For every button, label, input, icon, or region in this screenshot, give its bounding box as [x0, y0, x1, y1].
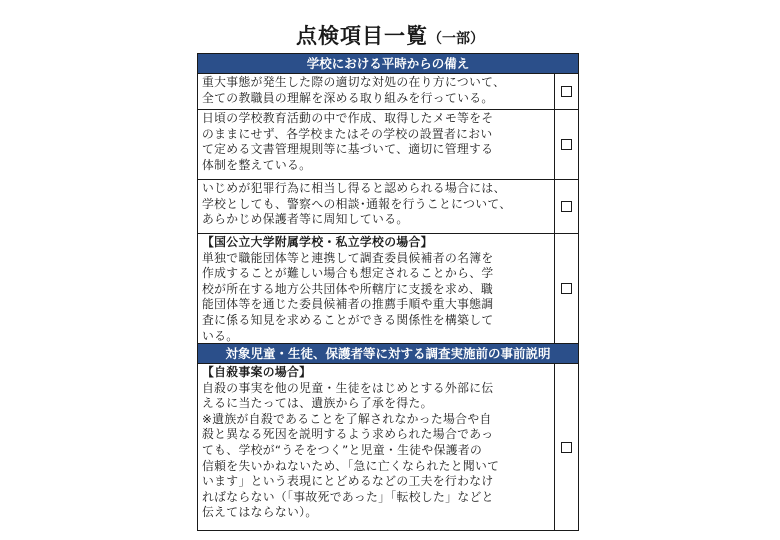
item-text-cell — [198, 110, 555, 179]
checklist-row — [198, 110, 578, 180]
checklist-row — [198, 364, 578, 530]
section-header-pre-explanation: 対象児童・生徒、保護者等に対する調査実施前の事前説明 — [198, 344, 578, 364]
checkbox-cell — [555, 74, 578, 109]
checkbox[interactable] — [561, 442, 572, 453]
checkbox-cell — [555, 180, 578, 233]
checklist-row — [198, 74, 578, 110]
item-text-cell — [198, 180, 555, 233]
section-header-preparedness: 学校における平時からの備え — [198, 54, 578, 74]
title-main: 点検項目一覧 — [296, 24, 428, 48]
item-text-cell — [198, 234, 555, 343]
checkbox-cell — [555, 364, 578, 530]
checkbox-cell — [555, 110, 578, 179]
checklist-row — [198, 180, 578, 234]
title-sub: （一部） — [428, 31, 484, 47]
item-text: 重大事態が発生した際の適切な対処の在り方について、 全ての教職員の理解を深める取り組みを行っている。 — [202, 75, 506, 105]
page-title — [0, 20, 780, 50]
item-text-cell — [198, 74, 555, 109]
checklist-table — [197, 53, 579, 531]
item-text-cell — [198, 364, 555, 530]
item-text: 自殺の事実を他の児童・生徒をはじめとする外部に伝 えるに当たっては、遺族から了承を得た。 ※遺族が自殺であることを了解されなかった場合や自 殺と異なる死因を説明するよう求められた場合であっ ても、学校が“うそをつく”と児童・生徒や保護者の 信頼を失いかねないため、「急に亡くなられたと聞いて います」という表現にとどめるなどの工夫を行わなけ ればならない（「事故死であった」「転校した」などと 伝えてはならない）。 — [202, 380, 500, 520]
checkbox-cell — [555, 234, 578, 343]
checkbox[interactable] — [561, 139, 572, 150]
item-text: いじめが犯罪行為に相当し得ると認められる場合には、 学校としても、警察への相談･通報を行うことについて、 あらかじめ保護者等に周知している。 — [202, 181, 512, 227]
item-text: 日頃の学校教育活動の中で作成、取得したメモ等をそ のままにせず、各学校またはその学校の設置者におい て定める文書管理規則等に基づいて、適切に管理する 体制を整えている。 — [202, 111, 494, 172]
item-text: 単独で職能団体等と連携して調査委員候補者の名簿を 作成することが難しい場合も想定されることから、学 校が所在する地方公共団体や所轄庁に支援を求め、職 能団体等を通じた委員候補者の推薦手順や重大事態調 査に係る知見を求めることができる関係性を構築して いる。 — [202, 250, 494, 343]
checkbox[interactable] — [561, 86, 572, 97]
checkbox[interactable] — [561, 283, 572, 294]
checklist-row — [198, 234, 578, 344]
item-heading: 【自殺事案の場合】 — [202, 365, 312, 379]
checkbox[interactable] — [561, 201, 572, 212]
item-heading: 【国公立大学附属学校・私立学校の場合】 — [202, 235, 433, 249]
